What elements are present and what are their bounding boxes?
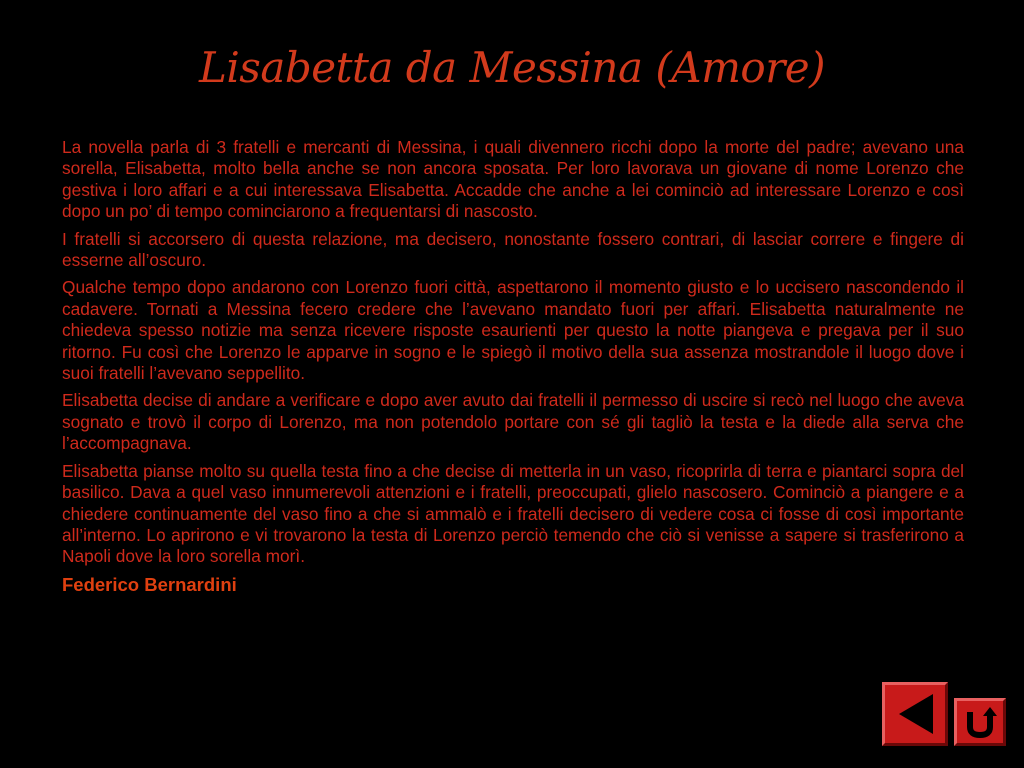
slide-title: Lisabetta da Messina (Amore) bbox=[198, 43, 826, 92]
triangle-left-icon bbox=[885, 685, 945, 743]
u-turn-return-icon bbox=[957, 701, 1003, 743]
paragraph-1: La novella parla di 3 fratelli e mercanti di Messina, i quali divennero ricchi dopo la morte del padre; avevano una sorella, Elisabetta, molto bella anche se non ancora sposata. Per loro lavorava un giovane di nome Lorenzo che gestiva i loro affari e a cui interessava Elisabetta. Accadde che anche a lei cominciò ad interessare Lorenzo e così dopo un po’ di tempo cominciarono a frequentarsi di nascosto. bbox=[62, 137, 964, 222]
author-name: Federico Bernardini bbox=[62, 573, 237, 595]
slide-body bbox=[62, 137, 964, 595]
return-button[interactable] bbox=[954, 698, 1006, 746]
paragraph-3: Qualche tempo dopo andarono con Lorenzo fuori città, aspettarono il momento giusto e lo uccisero nascondendo il cadavere. Tornati a Messina fecero credere che l’avevano mandato fuori per affari. Elisabetta naturalmente ne chiedeva spesso notizie ma senza ricevere risposte esaurienti per questo la notte piangeva e pregava per il suo ritorno. Fu così che Lorenzo le apparve in sogno e le spiegò il motivo della sua assenza mostrandole il luogo dove i suoi fratelli l’avevano seppellito. bbox=[62, 277, 964, 384]
paragraph-2: I fratelli si accorsero di questa relazione, ma decisero, nonostante fossero contrari, di lasciar correre e fingere di esserne all’oscuro. bbox=[62, 228, 964, 271]
previous-slide-button[interactable] bbox=[882, 682, 948, 746]
paragraph-5: Elisabetta pianse molto su quella testa fino a che decise di metterla in un vaso, ricoprirla di terra e piantarci sopra del basilico. Dava a quel vaso innumerevoli attenzioni e i fratelli, preoccupati, glielo nascosero. Cominciò a piangere e a chiedere continuamente del vaso fino a che si ammalò e i fratelli decisero di vedere cosa ci fosse di così importante all’interno. Lo aprirono e vi trovarono la testa di Lorenzo perciò temendo che ciò si venisse a sapere si trasferirono a Napoli dove la loro sorella morì. bbox=[62, 460, 964, 567]
paragraph-4: Elisabetta decise di andare a verificare e dopo aver avuto dai fratelli il permesso di uscire si recò nel luogo che aveva sognato e trovò il corpo di Lorenzo, ma non potendolo portare con sé gli tagliò la testa e la diede alla serva che l’accompagnava. bbox=[62, 390, 964, 454]
